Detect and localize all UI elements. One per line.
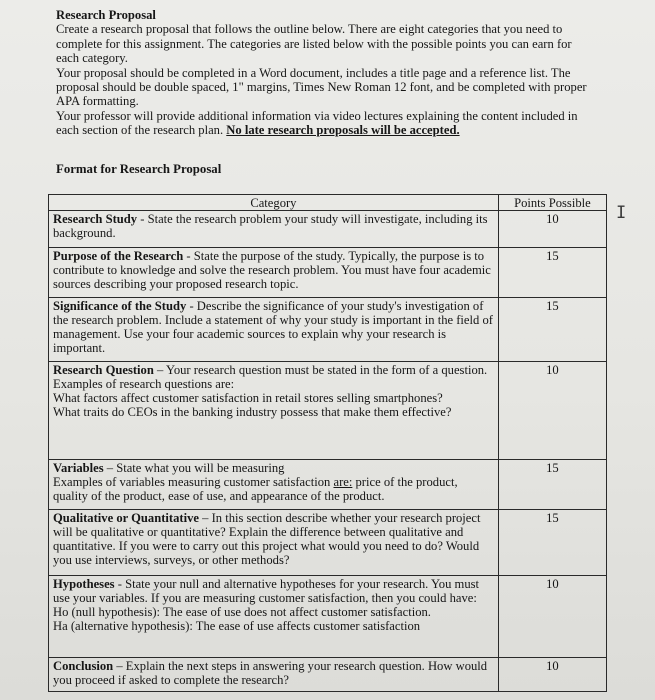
table-row <box>49 362 607 460</box>
intro-section <box>56 8 596 138</box>
row-points: 15 <box>498 298 606 362</box>
header-category: Category <box>49 195 499 211</box>
row-text: – Your research question must be stated in the form of a question. <box>153 363 488 378</box>
row-description <box>49 298 499 362</box>
row-title: Conclusion <box>53 659 114 674</box>
row-text: – Explain the next steps in answering your research question. How would you proceed if asked to complete the research? <box>53 659 488 688</box>
format-heading: Format for Research Proposal <box>56 162 222 176</box>
row-text: - State your null and alternative hypotheses for your research. You must use your variables. If you are measuring customer satisfaction, then you could have: <box>53 577 480 606</box>
row-description <box>49 460 499 510</box>
row-description <box>49 362 499 460</box>
text-cursor-icon: I <box>616 203 627 223</box>
row-points: 15 <box>498 510 606 576</box>
table-row <box>49 510 607 576</box>
row-points: 10 <box>498 211 606 248</box>
row-text: - State the purpose of the study. Typically, the purpose is to contribute to knowledge and solve the research problem. You must have four academic sources describing your proposed research topic. <box>53 249 491 292</box>
table-row <box>49 460 607 510</box>
late-policy-notice: No late research proposals will be accepted. <box>226 123 460 138</box>
row-points: 10 <box>498 576 606 658</box>
row-line-underlined: are: <box>333 475 353 490</box>
table-row <box>49 211 607 248</box>
row-title: Significance of the Study <box>53 299 187 314</box>
table-row <box>49 658 607 692</box>
row-title: Research Question <box>53 363 154 378</box>
row-points: 10 <box>498 362 606 460</box>
row-description <box>49 658 499 692</box>
row-description <box>49 248 499 298</box>
row-description <box>49 211 499 248</box>
row-title: Hypotheses <box>53 577 115 592</box>
row-text: - State the research problem your study will investigate, including its background. <box>53 212 488 241</box>
row-title: Qualitative or Quantitative <box>53 511 199 526</box>
row-line: Examples of variables measuring customer satisfaction <box>53 475 334 490</box>
proposal-title: Research Proposal <box>56 8 156 22</box>
row-points: 10 <box>498 658 606 692</box>
intro-paragraph-3-text: Your professor will provide additional information via video lectures explaining the content included in each section of the research plan. <box>56 108 578 138</box>
row-title: Variables <box>53 461 104 476</box>
row-line: Ha (alternative hypothesis): The ease of use affects customer satisfaction <box>53 619 421 634</box>
intro-paragraph-2: Your proposal should be completed in a Word document, includes a title page and a reference list. The proposal should be double spaced, 1" margins, Times New Roman 12 font, and be completed with proper APA formatting. <box>56 65 587 109</box>
row-text: – In this section describe whether your research project will be qualitative or quantitative? Explain the difference between qualitative and quantitative. If you were to carry out this project what would you need to do? Would you use interviews, surveys, or other methods? <box>53 511 481 568</box>
row-text: – State what you will be measuring <box>103 461 285 476</box>
row-text: - Describe the significance of your study's investigation of the research problem. Include a statement of why your study is important in the field of management. Use your four academic sources to explain why your research is important. <box>53 299 493 356</box>
row-line: price of the product, quality of the product, ease of use, and appearance of the product. <box>53 475 458 504</box>
row-points: 15 <box>498 460 606 510</box>
rubric-table <box>48 194 607 692</box>
row-title: Research Study <box>53 212 138 227</box>
table-row <box>49 248 607 298</box>
row-line: What traits do CEOs in the banking industry possess that make them effective? <box>53 405 452 420</box>
row-title: Purpose of the Research <box>53 249 184 264</box>
table-row <box>49 576 607 658</box>
row-description <box>49 510 499 576</box>
row-line: Examples of research questions are: <box>53 377 235 392</box>
intro-paragraph-1: Create a research proposal that follows the outline below. There are eight categories that you need to complete for this assignment. The categories are listed below with the possible points you can earn for each category. <box>56 22 572 66</box>
table-header-row <box>49 195 607 211</box>
row-description <box>49 576 499 658</box>
row-line: Ho (null hypothesis): The ease of use does not affect customer satisfaction. <box>53 605 431 620</box>
header-points: Points Possible <box>498 195 606 211</box>
intro-paragraph-3 <box>56 109 596 138</box>
row-line: What factors affect customer satisfaction in retail stores selling smartphones? <box>53 391 443 406</box>
row-points: 15 <box>498 248 606 298</box>
table-row <box>49 298 607 362</box>
